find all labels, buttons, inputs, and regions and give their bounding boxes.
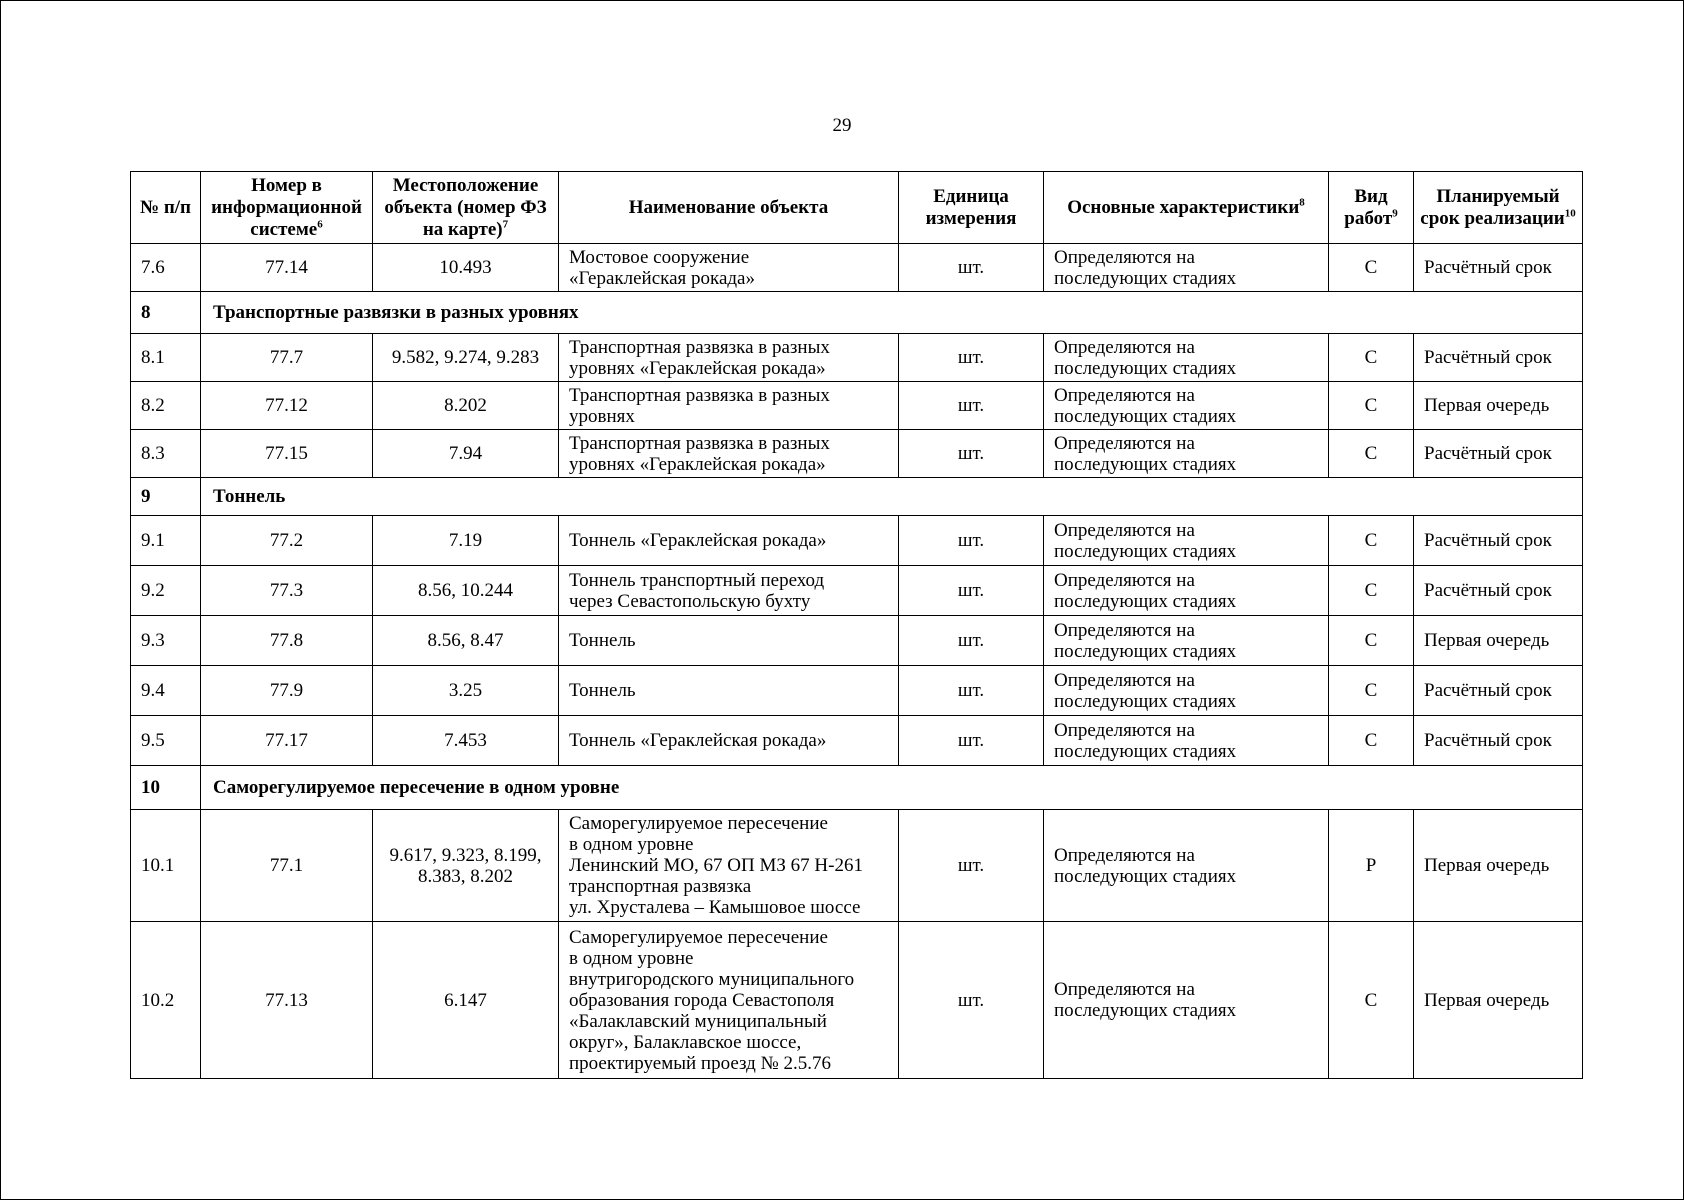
section-row (131, 766, 1583, 810)
cell-location: 6.147 (373, 922, 559, 1079)
cell-term: Расчётный срок (1414, 566, 1583, 616)
cell-num: 9.5 (131, 716, 201, 766)
section-title: Тоннель (201, 478, 1583, 516)
cell-characteristics: Определяются на последующих стадиях (1044, 516, 1329, 566)
section-title: Саморегулируемое пересечение в одном уровне (201, 766, 1583, 810)
cell-unit: шт. (899, 430, 1044, 478)
cell-location: 7.19 (373, 516, 559, 566)
cell-infosys: 77.15 (201, 430, 373, 478)
cell-name: Тоннель «Гераклейская рокада» (559, 516, 899, 566)
cell-num: 10.1 (131, 810, 201, 922)
table-row (131, 334, 1583, 382)
cell-infosys: 77.14 (201, 244, 373, 292)
cell-num: 8.1 (131, 334, 201, 382)
cell-name: Саморегулируемое пересечение в одном уровне внутригородского муниципального образования города Севастополя «Балаклавский муниципальный округ», Балаклавское шоссе, проектируемый проезд № 2.5.76 (559, 922, 899, 1079)
cell-unit: шт. (899, 616, 1044, 666)
cell-unit: шт. (899, 566, 1044, 616)
cell-worktype: С (1329, 382, 1414, 430)
cell-num: 7.6 (131, 244, 201, 292)
cell-num: 9.3 (131, 616, 201, 666)
cell-infosys: 77.3 (201, 566, 373, 616)
cell-infosys: 77.17 (201, 716, 373, 766)
cell-num: 9.2 (131, 566, 201, 616)
cell-infosys: 77.13 (201, 922, 373, 1079)
cell-location: 8.56, 8.47 (373, 616, 559, 666)
cell-characteristics: Определяются на последующих стадиях (1044, 922, 1329, 1079)
header-name: Наименование объекта (559, 172, 899, 244)
table-row (131, 810, 1583, 922)
cell-unit: шт. (899, 334, 1044, 382)
cell-characteristics: Определяются на последующих стадиях (1044, 716, 1329, 766)
header-characteristics: Основные характеристики$^8$ (1044, 172, 1329, 244)
cell-unit: шт. (899, 922, 1044, 1079)
cell-term: Расчётный срок (1414, 516, 1583, 566)
page-number: 29 (832, 115, 852, 136)
cell-term: Первая очередь (1414, 616, 1583, 666)
cell-term: Расчётный срок (1414, 334, 1583, 382)
table-row (131, 516, 1583, 566)
cell-unit: шт. (899, 716, 1044, 766)
section-number: 8 (131, 292, 201, 334)
cell-num: 9.4 (131, 666, 201, 716)
cell-term: Первая очередь (1414, 922, 1583, 1079)
cell-num: 8.2 (131, 382, 201, 430)
cell-num: 9.1 (131, 516, 201, 566)
header-term: Планируемый срок реализации$^{10}$ (1414, 172, 1583, 244)
table-row (131, 922, 1583, 1079)
cell-characteristics: Определяются на последующих стадиях (1044, 566, 1329, 616)
cell-worktype: С (1329, 516, 1414, 566)
header-worktype: Вид работ$^9$ (1329, 172, 1414, 244)
cell-characteristics: Определяются на последующих стадиях (1044, 666, 1329, 716)
cell-num: 8.3 (131, 430, 201, 478)
cell-location: 7.453 (373, 716, 559, 766)
section-number: 10 (131, 766, 201, 810)
cell-characteristics: Определяются на последующих стадиях (1044, 382, 1329, 430)
section-number: 9 (131, 478, 201, 516)
cell-characteristics: Определяются на последующих стадиях (1044, 810, 1329, 922)
cell-name: Саморегулируемое пересечение в одном уровне Ленинский МО, 67 ОП МЗ 67 Н-261 транспортная развязка ул. Хрусталева – Камышовое шоссе (559, 810, 899, 922)
table-row (131, 566, 1583, 616)
header-infosys: Номер в информационной системе$^6$ (201, 172, 373, 244)
cell-name: Транспортная развязка в разных уровнях (559, 382, 899, 430)
cell-infosys: 77.12 (201, 382, 373, 430)
section-row (131, 478, 1583, 516)
cell-term: Расчётный срок (1414, 716, 1583, 766)
cell-worktype: С (1329, 244, 1414, 292)
cell-infosys: 77.2 (201, 516, 373, 566)
cell-location: 7.94 (373, 430, 559, 478)
cell-name: Тоннель (559, 666, 899, 716)
cell-unit: шт. (899, 666, 1044, 716)
cell-term: Расчётный срок (1414, 430, 1583, 478)
cell-infosys: 77.7 (201, 334, 373, 382)
cell-term: Первая очередь (1414, 810, 1583, 922)
cell-unit: шт. (899, 810, 1044, 922)
cell-worktype: С (1329, 334, 1414, 382)
section-row (131, 292, 1583, 334)
table-header-row (131, 172, 1583, 244)
table-row (131, 616, 1583, 666)
cell-characteristics: Определяются на последующих стадиях (1044, 616, 1329, 666)
cell-name: Тоннель (559, 616, 899, 666)
cell-unit: шт. (899, 382, 1044, 430)
cell-name: Тоннель «Гераклейская рокада» (559, 716, 899, 766)
table-row (131, 666, 1583, 716)
cell-infosys: 77.1 (201, 810, 373, 922)
cell-characteristics: Определяются на последующих стадиях (1044, 430, 1329, 478)
table-row (131, 382, 1583, 430)
cell-infosys: 77.8 (201, 616, 373, 666)
cell-name: Тоннель транспортный переход через Севастопольскую бухту (559, 566, 899, 616)
cell-worktype: Р (1329, 810, 1414, 922)
objects-table (130, 171, 1583, 1079)
cell-name: Транспортная развязка в разных уровнях «Гераклейская рокада» (559, 430, 899, 478)
table-row (131, 430, 1583, 478)
cell-location: 10.493 (373, 244, 559, 292)
cell-name: Мостовое сооружение «Гераклейская рокада» (559, 244, 899, 292)
cell-term: Первая очередь (1414, 382, 1583, 430)
cell-location: 3.25 (373, 666, 559, 716)
cell-term: Расчётный срок (1414, 244, 1583, 292)
table-row (131, 716, 1583, 766)
cell-worktype: С (1329, 666, 1414, 716)
cell-location: 8.202 (373, 382, 559, 430)
header-location: Местоположение объекта (номер ФЗ на карте)$^7$ (373, 172, 559, 244)
cell-infosys: 77.9 (201, 666, 373, 716)
cell-unit: шт. (899, 516, 1044, 566)
cell-location: 8.56, 10.244 (373, 566, 559, 616)
header-unit: Единица измерения (899, 172, 1044, 244)
cell-characteristics: Определяются на последующих стадиях (1044, 244, 1329, 292)
cell-location: 9.617, 9.323, 8.199, 8.383, 8.202 (373, 810, 559, 922)
cell-term: Расчётный срок (1414, 666, 1583, 716)
cell-unit: шт. (899, 244, 1044, 292)
cell-characteristics: Определяются на последующих стадиях (1044, 334, 1329, 382)
cell-worktype: С (1329, 430, 1414, 478)
cell-worktype: С (1329, 566, 1414, 616)
section-title: Транспортные развязки в разных уровнях (201, 292, 1583, 334)
cell-name: Транспортная развязка в разных уровнях «Гераклейская рокада» (559, 334, 899, 382)
cell-worktype: С (1329, 922, 1414, 1079)
cell-worktype: С (1329, 616, 1414, 666)
cell-worktype: С (1329, 716, 1414, 766)
header-num: № п/п (131, 172, 201, 244)
cell-location: 9.582, 9.274, 9.283 (373, 334, 559, 382)
cell-num: 10.2 (131, 922, 201, 1079)
table-row (131, 244, 1583, 292)
